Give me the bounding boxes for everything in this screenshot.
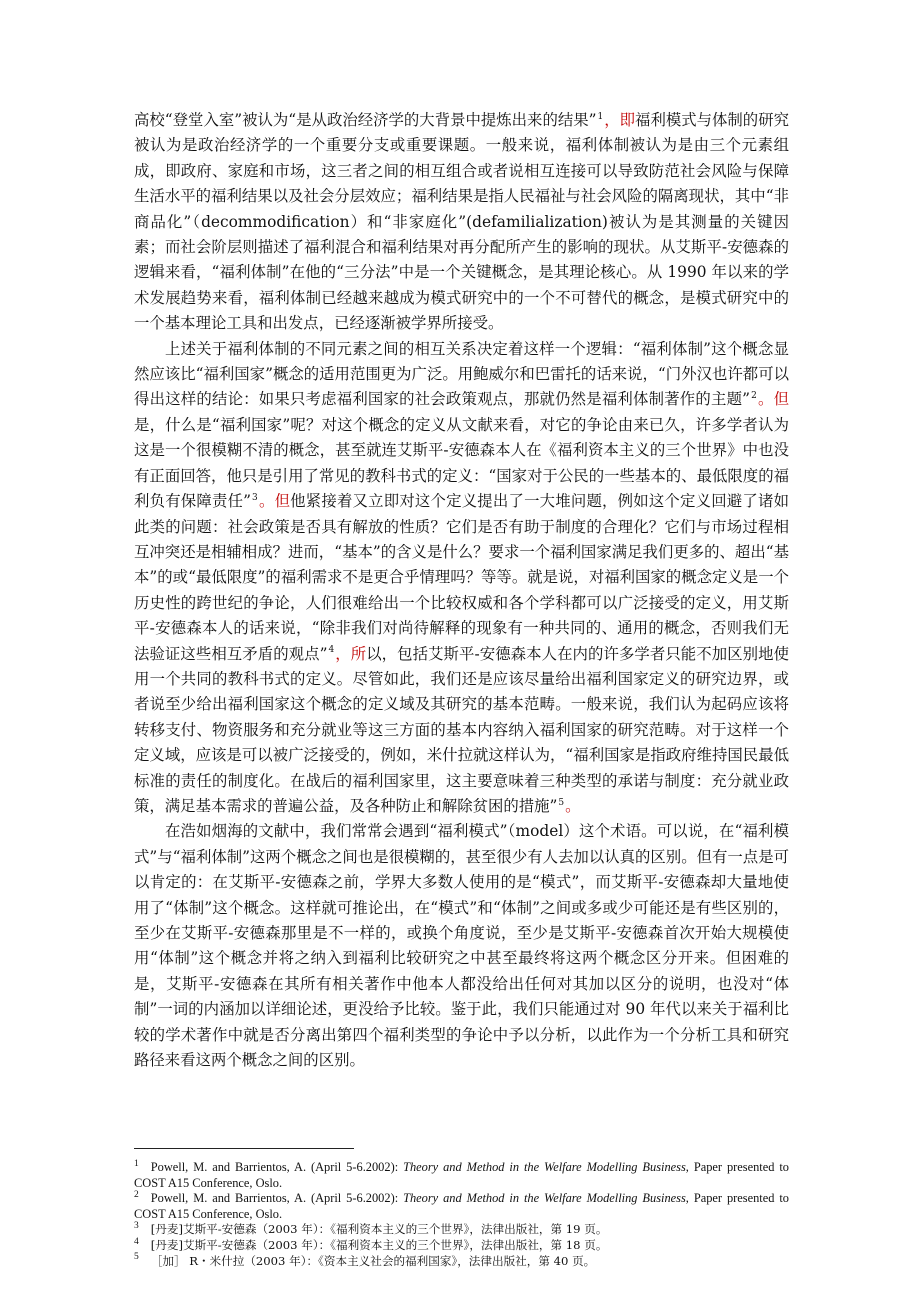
highlighted-text: 。 <box>565 796 581 815</box>
footnote-text: [丹麦]艾斯平-安德森（2003 年）：《福利资本主义的三个世界》，法律出版社，第 18 页。 <box>150 1237 608 1252</box>
paragraph-text: 以，包括艾斯平-安德森本人在内的许多学者只能不加区别地使用一个共同的教科书式的定义。尽管如此，我们还是应该尽量给出福利国家定义的研究边界，或者说至少给出福利国家这个概念的定义域及其研究的基本范畴。一般来说，我们认为起码应该将转移支付、物资服务和充分就业等这三方面的基本内容纳入福利国家的研究范畴。对于这样一个定义域，应该是可以被广泛接受的，例如，米什拉就这样认为，“福利国家是指政府维持国民最低标准的责任的制度化。在战后的福利国家里，这主要意味着三种类型的承诺与制度：充分就业政策，满足基本需求的普遍公益，及各种防止和解除贫困的措施” <box>134 644 789 815</box>
paragraph-text: 上述关于福利体制的不同元素之间的相互关系决定着这样一个逻辑：“福利体制”这个概念显然应该比“福利国家”概念的适用范围更为广泛。用鲍威尔和巴雷托的话来说，“门外汉也许都可以得出这样的结论：如果只考虑福利国家的社会政策观点，那就仍然是福利体制著作的主题” <box>134 339 789 409</box>
footnote-item <box>134 1191 789 1222</box>
footnote-text: ［加］ R・米什拉（2003 年）：《资本主义社会的福利国家》，法律出版社，第 40 页。 <box>150 1253 596 1268</box>
paragraph-text: 高校“登堂入室”被认为“是从政治经济学的大背景中提炼出来的结果” <box>134 111 597 129</box>
footnote-text-end: , Paper presented to COST A15 Conference, Oslo. <box>134 1160 789 1190</box>
footnote-number: 1 <box>134 1158 139 1169</box>
footnote-item <box>134 1222 789 1238</box>
footnote-title: Theory and Method in the Welfare Modelling Business <box>403 1191 686 1206</box>
highlighted-text: ，即 <box>604 111 636 129</box>
footnote-item <box>134 1254 789 1270</box>
paragraph <box>134 337 789 820</box>
footnote-text: Powell, M. and Barrientos, A. (April 5-6.2002): <box>150 1191 404 1206</box>
footnotes <box>134 1160 789 1269</box>
footnote-separator <box>134 1148 354 1149</box>
footnote-text-end: , Paper presented to COST A15 Conference, Oslo. <box>134 1191 789 1221</box>
body-text <box>134 108 789 1073</box>
footnote-item <box>134 1238 789 1254</box>
footnote-ref: 2 <box>751 391 757 402</box>
footnote-title: Theory and Method in the Welfare Modelling Business <box>403 1160 686 1174</box>
footnote-number: 3 <box>134 1221 139 1232</box>
paragraph-text: 是，什么是“福利国家”呢？对这个概念的定义从文献来看，对它的争论由来已久，许多学者认为这是一个很模糊不清的概念，甚至就连艾斯平-安德森本人在《福利资本主义的三个世界》中也没有正面回答，他只是引用了常见的教科书式的定义：“国家对于公民的一些基本的、最低限度的福利负有保障责任” <box>134 415 789 511</box>
footnote-text: [丹麦]艾斯平-安德森（2003 年）：《福利资本主义的三个世界》，法律出版社，第 19 页。 <box>150 1222 608 1237</box>
paragraph <box>134 819 789 1073</box>
paragraph-text: 他紧接着又立即对这个定义提出了一大堆问题，例如这个定义回避了诸如此类的问题：社会政策是否具有解放的性质？它们是否有助于制度的合理化？它们与市场过程相互冲突还是相辅相成？进而，“基本”的含义是什么？要求一个福利国家满足我们更多的、超出“基本”的或“最低限度”的福利需求不是更合乎情理吗？等等。就是说，对福利国家的概念定义是一个历史性的跨世纪的争论，人们很难给出一个比较权威和各个学科都可以广泛接受的定义，用艾斯平-安德森本人的话来说，“除非我们对尚待解释的现象有一种共同的、通用的概念，否则我们无法验证这些相互矛盾的观点” <box>134 492 789 663</box>
highlighted-text: 。但 <box>258 492 291 511</box>
footnote-number: 5 <box>134 1252 139 1263</box>
footnote-ref: 4 <box>328 645 335 656</box>
footnote-number: 2 <box>134 1190 139 1201</box>
highlighted-text: ，所 <box>335 644 367 663</box>
paragraph <box>134 108 789 337</box>
footnote-ref: 5 <box>558 797 565 808</box>
footnote-text: Powell, M. and Barrientos, A. (April 5-6.2002): <box>150 1160 404 1174</box>
footnote-ref: 1 <box>597 111 604 122</box>
highlighted-text: 。但 <box>757 390 789 409</box>
footnote-item <box>134 1160 789 1191</box>
paragraph-text: 福利模式与体制的研究被认为是政治经济学的一个重要分支或重要课题。一般来说，福利体制被认为是由三个元素组成，即政府、家庭和市场，这三者之间的相互组合或者说相互连接可以导致防范社会风险与保障生活水平的福利结果以及社会分层效应；福利结果是指人民福祉与社会风险的隔离现状，其中“非商品化”（decommodification）和“非家庭化”(defamilialization)被认为是其测量的关键因素；而社会阶层则描述了福利混合和福利结果对再分配所产生的影响的现状。从艾斯平-安德森的逻辑来看，“福利体制”在他的“三分法”中是一个关键概念，是其理论核心。从 1990 年以来的学术发展趋势来看，福利体制已经越来越成为模式研究中的一个不可替代的概念，是模式研究中的一个基本理论工具和出发点，已经逐渐被学界所接受。 <box>134 111 789 333</box>
footnote-ref: 3 <box>252 492 258 503</box>
footnote-number: 4 <box>134 1236 139 1247</box>
paragraph-text: 在浩如烟海的文献中，我们常常会遇到“福利模式”（model）这个术语。可以说，在“福利模式”与“福利体制”这两个概念之间也是很模糊的，甚至很少有人去加以认真的区别。但有一点是可以肯定的：在艾斯平-安德森之前，学界大多数人使用的是“模式”，而艾斯平-安德森却大量地使用了“体制”这个概念。这样就可推论出，在“模式”和“体制”之间或多或少可能还是有些区别的，至少在艾斯平-安德森那里是不一样的，或换个角度说，至少是艾斯平-安德森首次开始大规模使用“体制”这个概念并将之纳入到福利比较研究之中甚至最终将这两个概念区分开来。但困难的是，艾斯平-安德森在其所有相关著作中他本人都没给出任何对其加以区分的说明，也没对“体制”一词的内涵加以详细论述，更没给予比较。鉴于此，我们只能通过对 90 年代以来关于福利比较的学术著作中就是否分离出第四个福利类型的争论中予以分析，以此作为一个分析工具和研究路径来看这两个概念之间的区别。 <box>134 822 789 1070</box>
